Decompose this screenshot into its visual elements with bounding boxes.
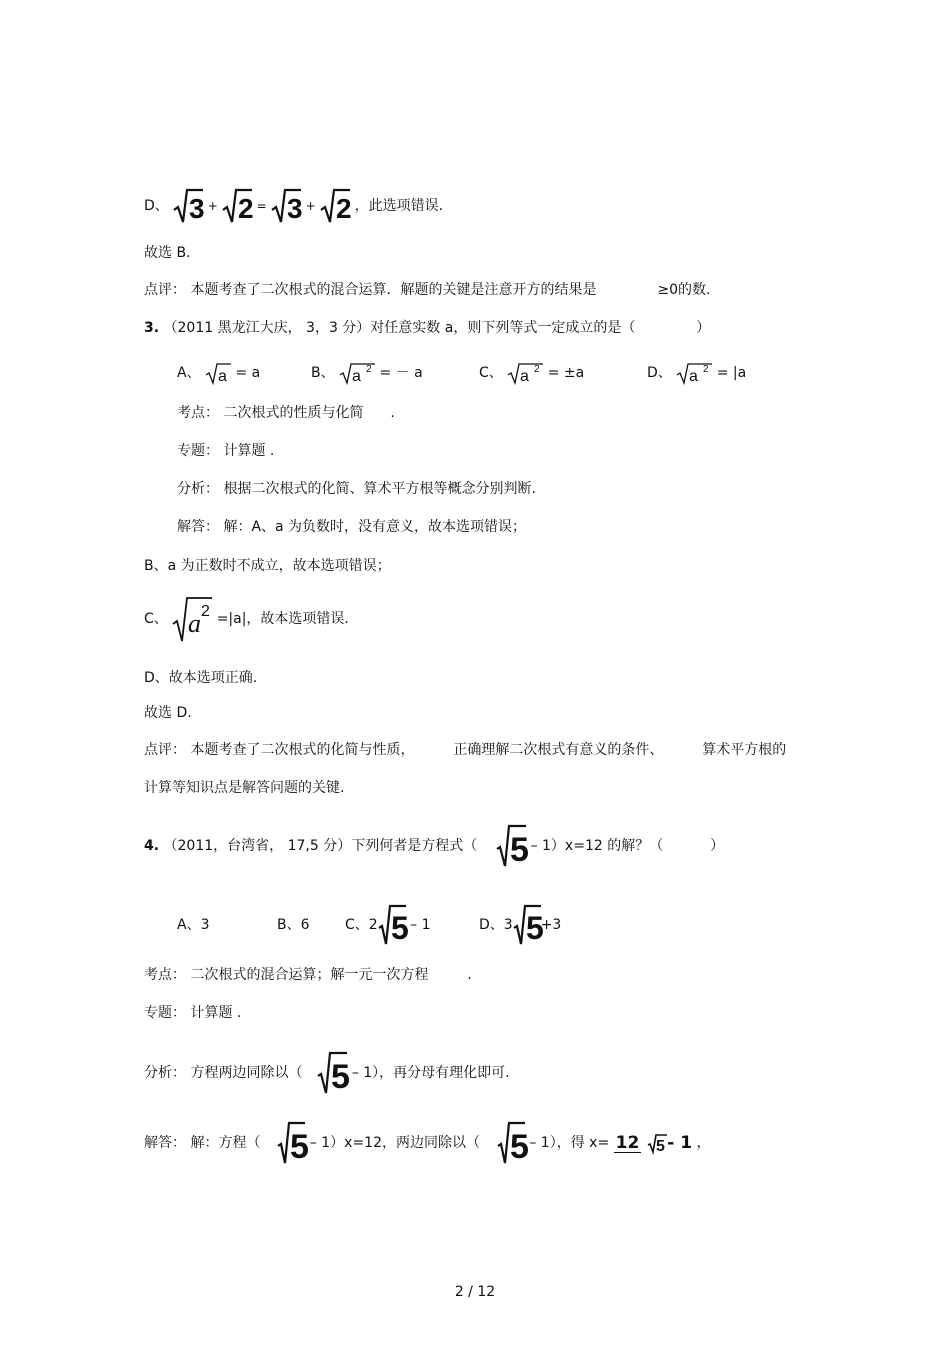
kaodian-dot: . (390, 405, 395, 421)
sqrt-5-icon (277, 1120, 310, 1166)
option-a-label: A、 (177, 365, 201, 381)
svg-text:5: 5 (510, 831, 530, 869)
svg-text:5: 5 (290, 1128, 310, 1166)
option-d (647, 360, 746, 386)
option-d-label: D、3 (479, 917, 513, 933)
option-label: D、 (144, 198, 169, 214)
sqrt-a-squared-icon (339, 361, 375, 385)
question-number: 3. (144, 320, 160, 336)
option-b: B、6 (277, 917, 310, 933)
q3-jieda: 解答： 解：A、a 为负数时，没有意义，故本选项错误； (177, 519, 527, 535)
option-c (345, 901, 431, 949)
kaodian-dot: . (467, 967, 472, 983)
svg-text:a: a (218, 368, 227, 385)
sqrt-5-icon (513, 903, 544, 947)
q4-fenxi (144, 1049, 510, 1097)
d-suffix: ，此选项错误. (354, 198, 444, 214)
answer-paren: ） (696, 320, 711, 336)
page-number: 2 / 12 (454, 1284, 496, 1300)
q3-b-line: B、a 为正数时不成立，故本选项错误； (144, 558, 391, 574)
option-a: A、3 (177, 917, 210, 933)
svg-text:5: 5 (525, 910, 544, 946)
svg-text:2: 2 (238, 193, 254, 224)
option-c (479, 360, 584, 386)
sqrt-5-icon (647, 1133, 667, 1153)
q3-review-2: 计算等知识点是解答问题的关键. (144, 780, 345, 796)
sqrt-a-squared-icon (172, 594, 212, 644)
q3-kaodian (177, 403, 395, 423)
option-b (311, 360, 423, 386)
select-b-line: 故选 B. (144, 245, 191, 261)
c-suffix: =|a|，故本选项错误. (216, 611, 349, 627)
option-a (177, 360, 260, 386)
svg-text:2: 2 (703, 364, 709, 375)
svg-text:3: 3 (189, 193, 205, 224)
answer-paren: ） (710, 838, 725, 854)
fenxi-text-b: – 1），再分母有理化即可. (351, 1065, 510, 1081)
jieda-text-a: 解答： 解：方程（ (144, 1135, 261, 1151)
option-b-label: B、 (311, 365, 335, 381)
sqrt-5-icon (496, 823, 530, 869)
fenxi-text-a: 分析： 方程两边同除以（ (144, 1065, 303, 1081)
denominator-tail: - 1 (667, 1133, 693, 1153)
plus-sign: + (207, 199, 218, 213)
question-text: （2011 黑龙江大庆， 3，3 分）对任意实数 a，则下列等式一定成立的是（ (163, 320, 636, 336)
question-4-stem (144, 822, 724, 870)
review-part-b: 正确理解二次根式有意义的条件、 (453, 742, 664, 758)
jieda-end: ， (696, 1135, 711, 1151)
svg-text:5: 5 (656, 1138, 666, 1155)
kaodian-text: 考点： 二次根式的性质与化简 (177, 405, 364, 421)
q4-jieda (144, 1117, 711, 1169)
review-1-text: 点评： 本题考查了二次根式的混合运算．解题的关键是注意开方的结果是 (144, 282, 597, 298)
c-prefix: C、 (144, 611, 168, 627)
review-1-line (144, 280, 710, 300)
option-c-tail: – 1 (410, 917, 431, 933)
sqrt-5-icon (317, 1050, 351, 1096)
q3-c-line (144, 594, 349, 644)
svg-text:a: a (520, 368, 530, 385)
review-1-tail: ≥0的数. (657, 282, 711, 298)
question-3-stem (144, 318, 710, 338)
svg-text:5: 5 (509, 1128, 529, 1166)
question-3-options (177, 360, 777, 386)
question-text-a: （2011，台湾省， 17,5 分）下列何者是方程式（ (163, 838, 478, 854)
option-d (479, 901, 561, 949)
sqrt-a-squared-icon (676, 361, 712, 385)
jieda-text-b: – 1）x=12，两边同除以（ (309, 1135, 480, 1151)
svg-text:2: 2 (201, 603, 211, 620)
option-b-rhs: = － a (379, 365, 423, 381)
option-d-label: D、 (647, 365, 672, 381)
question-text-b: – 1）x=12 的解？（ (530, 838, 664, 854)
option-a-rhs: = a (235, 365, 261, 381)
q3-review (144, 740, 786, 760)
sqrt-5-icon (497, 1120, 529, 1166)
option-c-label: C、2 (345, 917, 378, 933)
svg-text:5: 5 (331, 1058, 351, 1096)
sqrt-a-icon (205, 361, 231, 385)
option-c-label: C、 (479, 365, 503, 381)
option-c-rhs: = ±a (547, 365, 585, 381)
question-number: 4. (144, 838, 160, 854)
fraction-12-over-sqrt5-minus-1 (614, 1133, 692, 1153)
svg-text:2: 2 (534, 364, 540, 375)
svg-text:3: 3 (287, 193, 303, 224)
svg-text:2: 2 (336, 193, 352, 224)
review-part-a: 点评： 本题考查了二次根式的化简与性质， (144, 742, 415, 758)
svg-text:5: 5 (390, 910, 409, 946)
plus-sign: + (305, 199, 316, 213)
fraction-denominator (647, 1133, 692, 1153)
sqrt-a-squared-icon (507, 361, 543, 385)
svg-text:a: a (352, 368, 361, 385)
q3-fenxi: 分析： 根据二次根式的化简、算术平方根等概念分别判断. (177, 481, 536, 497)
kaodian-text: 考点： 二次根式的混合运算；解一元一次方程 (144, 967, 429, 983)
equals-sign: = (256, 199, 267, 213)
q3-d-line: D、故本选项正确. (144, 670, 258, 686)
sqrt-2-a (222, 188, 252, 224)
svg-text:a: a (689, 368, 699, 385)
review-part-c: 算术平方根的 (702, 742, 787, 758)
svg-text:a: a (188, 609, 202, 638)
svg-text:2: 2 (366, 364, 372, 375)
q3-select: 故选 D. (144, 705, 192, 721)
q4-zhuanti: 专题： 计算题 . (144, 1005, 242, 1021)
jieda-text-c: – 1），得 x= (529, 1135, 610, 1151)
fraction-numerator: 12 (615, 1132, 640, 1153)
sqrt-2-b (320, 188, 350, 224)
q4-kaodian (144, 965, 472, 985)
d-expression-line (144, 188, 443, 224)
q3-zhuanti: 专题： 计算题 . (177, 443, 275, 459)
option-d-rhs: = |a (716, 365, 747, 381)
question-4-options (177, 901, 597, 949)
sqrt-3-a (173, 188, 203, 224)
sqrt-3-b (271, 188, 301, 224)
sqrt-5-icon (378, 903, 409, 947)
option-d-tail: +3 (540, 917, 562, 933)
